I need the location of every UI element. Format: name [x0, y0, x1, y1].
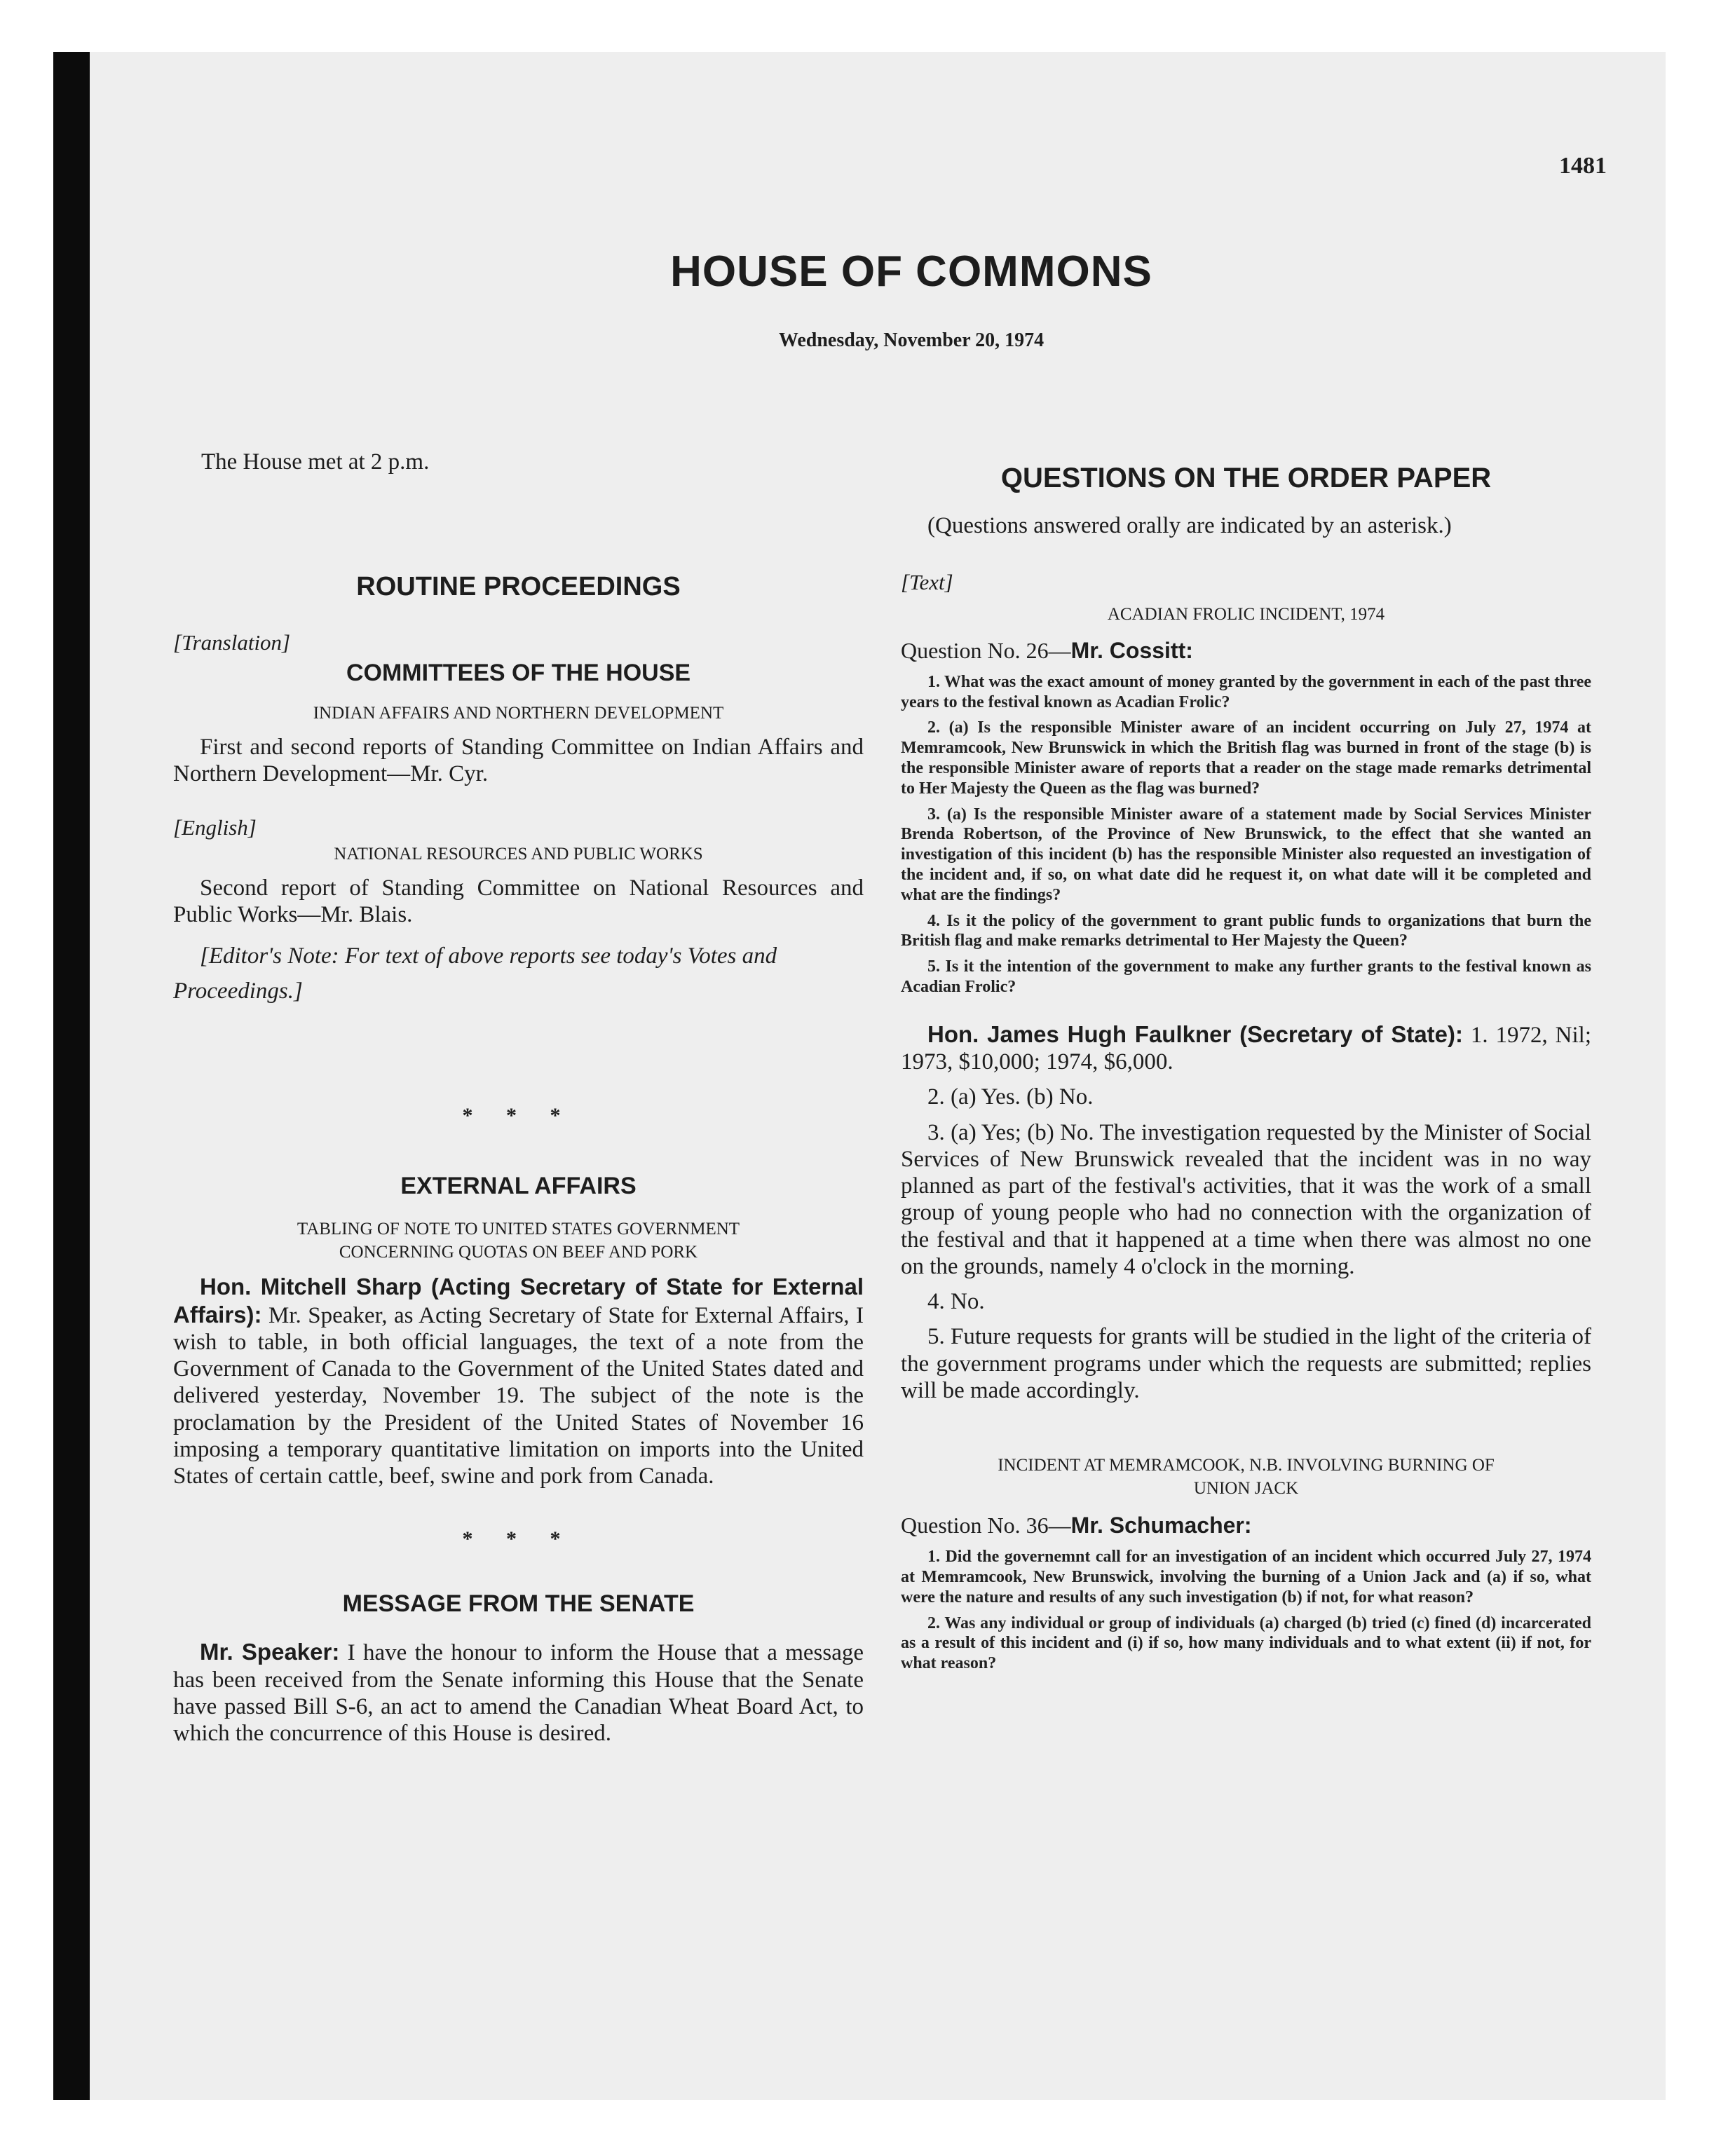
- speaker-name: Hon. Mitchell Sharp (Acting Secretary of State for External Affairs):: [173, 1274, 864, 1328]
- sharp-statement: [173, 1274, 864, 1489]
- left-column: [173, 449, 864, 1747]
- question-36-header: [901, 1513, 1591, 1538]
- indian-affairs-subhead: INDIAN AFFAIRS AND NORTHERN DEVELOPMENT: [313, 704, 724, 723]
- question-26-item: 1. What was the exact amount of money granted by the government in each of the past three years to the festival known as Acadian Frolic?: [901, 672, 1591, 711]
- questions-heading: QUESTIONS ON THE ORDER PAPER: [1000, 463, 1492, 493]
- routine-proceedings-heading: ROUTINE PROCEEDINGS: [356, 572, 681, 602]
- senate-message-heading: MESSAGE FROM THE SENATE: [342, 1590, 695, 1618]
- question-label: Question No. 26—: [901, 637, 1071, 663]
- memramcook-subhead-line-2: UNION JACK: [1193, 1478, 1299, 1498]
- question-26-item: 3. (a) Is the responsible Minister aware of a statement made by Social Services Minister Brenda Robertson, of the Province of New Brunswick, to the effect that she wanted an investigation of this incident (b) has the responsible Minister also requested an investigation of the incident and, if so, on what date did he request it, on what date will it be completed and what are the findings?: [901, 805, 1591, 904]
- translation-tag: [Translation]: [173, 630, 291, 655]
- question-member: Mr. Cossitt:: [1070, 637, 1193, 663]
- national-resources-text: Second report of Standing Committee on National Resources and Public Works—Mr. Blais.: [173, 875, 864, 928]
- question-36-item: 2. Was any individual or group of individuals (a) charged (b) tried (c) fined (d) incarcerated as a result of this incident and (i) if so, how many individuals and to what extent (ii) if not, for what reason?: [901, 1613, 1591, 1673]
- questions-note: (Questions answered orally are indicated by an asterisk.): [927, 513, 1452, 538]
- question-label: Question No. 36—: [901, 1513, 1071, 1538]
- senate-message: [173, 1639, 864, 1747]
- section-separator: * * *: [462, 1104, 575, 1128]
- faulkner-answer-4: 4. No.: [927, 1289, 985, 1315]
- question-26-item: 4. Is it the policy of the government to grant public funds to organizations that burn the British flag and make remarks detrimental to Her Majesty the Queen?: [901, 911, 1591, 950]
- opening-line: The House met at 2 p.m.: [201, 449, 430, 475]
- question-26-item: 5. Is it the intention of the government to make any further grants to the festival known as Acadian Frolic?: [901, 957, 1591, 996]
- speaker-name: Hon. James Hugh Faulkner (Secretary of State):: [927, 1021, 1463, 1047]
- page-title: HOUSE OF COMMONS: [670, 247, 1152, 296]
- english-tag: [English]: [173, 815, 257, 840]
- external-subhead-line-1: TABLING OF NOTE TO UNITED STATES GOVERNMENT: [297, 1220, 740, 1239]
- memramcook-subhead-line-1: INCIDENT AT MEMRAMCOOK, N.B. INVOLVING BURNING OF: [998, 1456, 1495, 1475]
- right-column: [901, 463, 1591, 1674]
- section-separator-2: * * *: [462, 1527, 575, 1551]
- indian-affairs-text: First and second reports of Standing Committee on Indian Affairs and Northern Development—Mr. Cyr.: [173, 734, 864, 787]
- faulkner-answer-2: 2. (a) Yes. (b) No.: [927, 1084, 1094, 1110]
- acadian-subhead: ACADIAN FROLIC INCIDENT, 1974: [1107, 605, 1385, 625]
- sitting-date: Wednesday, November 20, 1974: [778, 329, 1045, 351]
- external-affairs-heading: EXTERNAL AFFAIRS: [400, 1173, 637, 1200]
- answer-text: 1. 1972, Nil; 1973, $10,000; 1974, $6,000.: [901, 1022, 1591, 1074]
- faulkner-answer-3: 3. (a) Yes; (b) No. The investigation requested by the Minister of Social Services of New Brunswick revealed that the incident was in no way planned as part of the festival's activities, that it was the work of a small group of young people who had no connection with the organization of the festival and that it happened at a time when there was almost no one on the grounds, namely 4 o'clock in the morning.: [901, 1119, 1591, 1279]
- committees-heading: COMMITTEES OF THE HOUSE: [346, 660, 691, 687]
- faulkner-answer-5: 5. Future requests for grants will be studied in the light of the criteria of the government programs under which the requests are submitted; replies will be made accordingly.: [901, 1324, 1591, 1403]
- question-26-item: 2. (a) Is the responsible Minister aware of an incident occurring on July 27, 1974 at Memramcook, New Brunswick in which the British flag was burned in front of the stage (b) is the responsible Minister aware of reports that a reader on the stage made remarks detrimental to Her Majesty the Queen as the flag was burned?: [901, 718, 1591, 798]
- external-subhead-line-2: CONCERNING QUOTAS ON BEEF AND PORK: [339, 1242, 698, 1262]
- message-text: I have the honour to inform the House that a message has been received from the Senate informing this House that the Senate have passed Bill S-6, an act to amend the Canadian Wheat Board Act, to which the concurrence of this House is desired.: [173, 1640, 864, 1747]
- binding-edge: [53, 52, 90, 2100]
- page-number: 1481: [1559, 153, 1607, 179]
- question-member: Mr. Schumacher:: [1070, 1513, 1252, 1538]
- speaker-name: Mr. Speaker:: [200, 1639, 340, 1665]
- editors-note: [Editor's Note: For text of above reports see today's Votes and Proceedings.]: [173, 943, 777, 1004]
- statement-text: Mr. Speaker, as Acting Secretary of State for External Affairs, I wish to table, in both official languages, the text of a note from the Government of Canada to the Government of the United States dated and delivered yesterday, November 19. The subject of the note is the proclamation by the President of the United States of November 16 imposing a temporary quantitative limitation on imports into the United States of certain cattle, beef, swine and pork from Canada.: [173, 1302, 864, 1489]
- faulkner-answer: [901, 1021, 1591, 1076]
- text-tag: [Text]: [901, 570, 953, 595]
- question-26-header: [901, 638, 1591, 664]
- national-resources-subhead: NATIONAL RESOURCES AND PUBLIC WORKS: [334, 845, 703, 864]
- question-36-item: 1. Did the governemnt call for an investigation of an incident which occurred July 27, 1974 at Memramcook, New Brunswick, involving the burning of a Union Jack and (a) if so, what were the nature and results of any such investigation (b) if not, for what reason?: [901, 1548, 1591, 1606]
